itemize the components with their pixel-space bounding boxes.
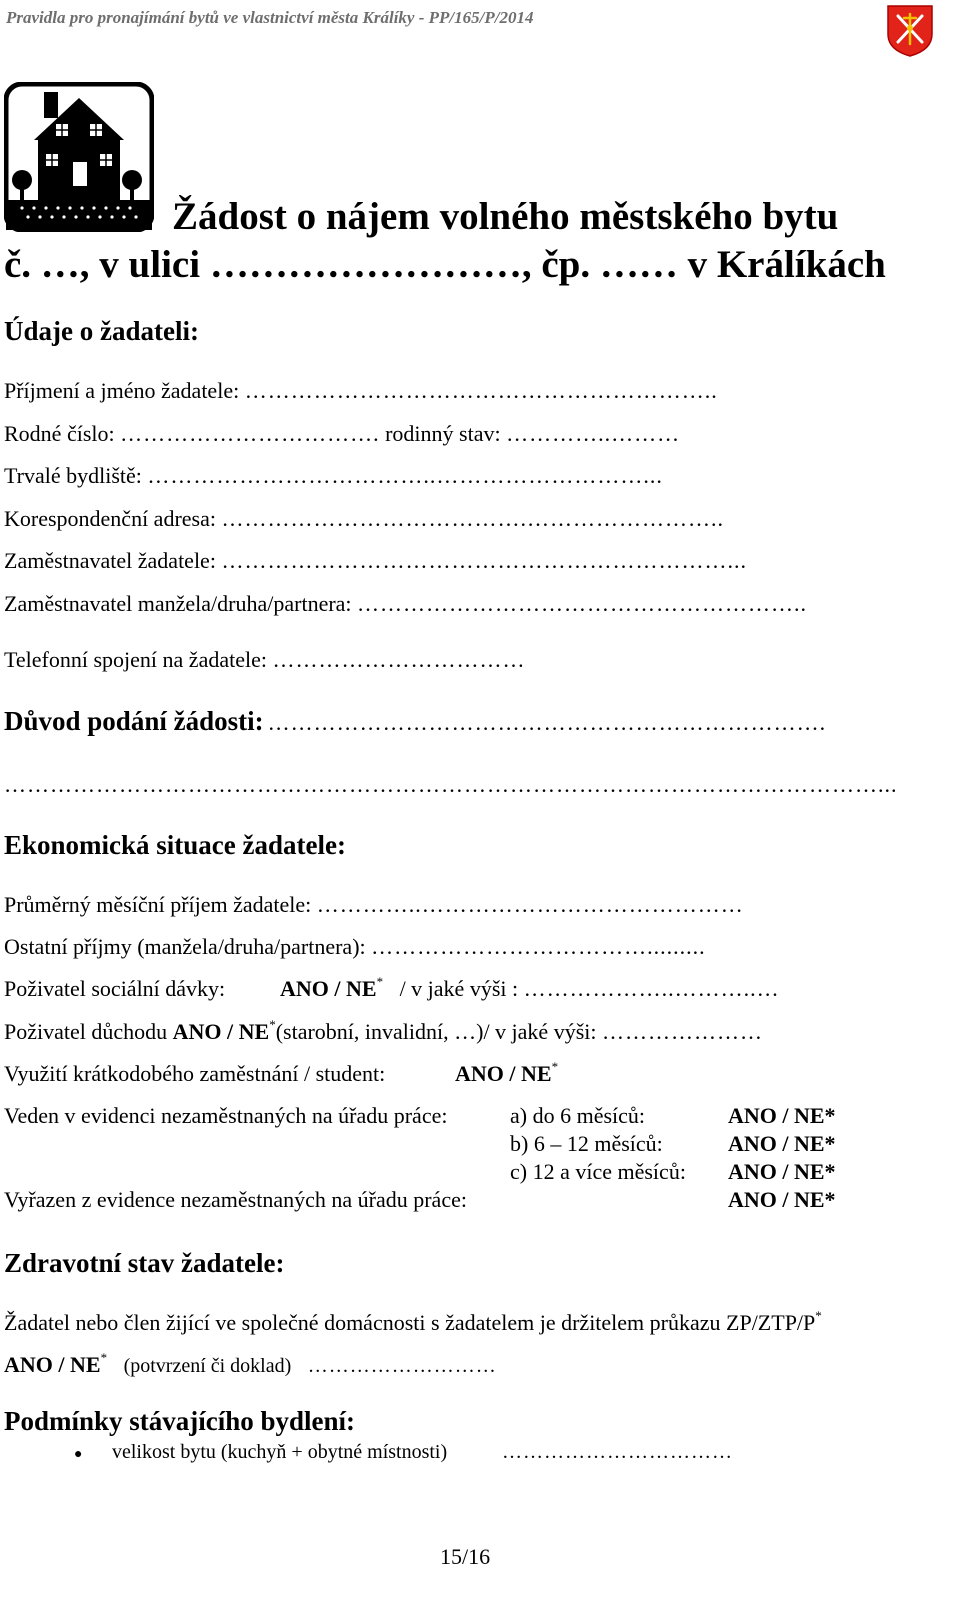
birth-number-label: Rodné číslo: bbox=[4, 421, 115, 446]
residence-row bbox=[4, 463, 663, 489]
pension-footnote-mark: * bbox=[269, 1017, 276, 1032]
employer-row bbox=[4, 548, 747, 574]
short-job-choice[interactable]: ANO / NE bbox=[455, 1061, 552, 1086]
benefit-footnote-mark: * bbox=[376, 974, 384, 989]
unemployed-option-b-choice[interactable]: ANO / NE* bbox=[728, 1131, 836, 1156]
economic-heading: Ekonomická situace žadatele: bbox=[4, 830, 346, 860]
health-choice[interactable]: ANO / NE bbox=[4, 1352, 101, 1377]
removed-choice[interactable]: ANO / NE* bbox=[728, 1187, 836, 1212]
unemployed-option-a-choice[interactable]: ANO / NE* bbox=[728, 1103, 836, 1128]
partner-employer-field[interactable]: ………………………………………………….. bbox=[357, 591, 808, 616]
correspondence-field[interactable]: ………………………………….…………………….. bbox=[221, 506, 724, 531]
coat-of-arms-icon bbox=[886, 4, 934, 58]
health-note: (potvrzení či doklad) bbox=[123, 1355, 292, 1377]
short-job-row bbox=[4, 1061, 385, 1087]
applicant-name-row bbox=[4, 378, 718, 404]
reason-heading: Důvod podání žádosti: bbox=[4, 706, 264, 736]
reason-field[interactable]: ………………………………………………………………. bbox=[267, 710, 827, 735]
pension-type-text: (starobní, invalidní, …)/ v jaké výši: bbox=[275, 1019, 597, 1044]
health-footnote-mark: * bbox=[815, 1308, 822, 1323]
form-title-line1: Žádost o nájem volného městského bytu bbox=[172, 195, 839, 238]
phone-field[interactable]: …………………………… bbox=[272, 647, 526, 672]
removed-label: Vyřazen z evidence nezaměstnaných na úřadu práce: bbox=[4, 1187, 467, 1212]
benefit-label: Poživatel sociální dávky: bbox=[4, 976, 226, 1001]
birth-number-field[interactable]: ……………………………. bbox=[120, 421, 380, 446]
unemployed-option-b-label: b) 6 – 12 měsíců: bbox=[510, 1131, 663, 1156]
phone-label: Telefonní spojení na žadatele: bbox=[4, 647, 267, 672]
page-number: 15/16 bbox=[440, 1544, 491, 1569]
applicant-name-field[interactable]: …………………………………………………….. bbox=[244, 378, 718, 403]
unemployed-option-c-label: c) 12 a více měsíců: bbox=[510, 1159, 686, 1184]
residence-label: Trvalé bydliště: bbox=[4, 463, 142, 488]
unemployed-option-a-label: a) do 6 měsíců: bbox=[510, 1103, 646, 1128]
income-field[interactable]: …………..…………………………………… bbox=[316, 892, 744, 917]
other-income-field[interactable]: ………………………………......... bbox=[371, 934, 706, 959]
health-choice-row bbox=[4, 1352, 497, 1378]
correspondence-label: Korespondenční adresa: bbox=[4, 506, 216, 531]
benefit-choice[interactable]: ANO / NE bbox=[280, 976, 377, 1001]
benefit-amount-field[interactable]: ………………..………..… bbox=[523, 976, 780, 1001]
house-icon bbox=[4, 82, 154, 232]
partner-employer-label: Zaměstnavatel manžela/druha/partnera: bbox=[4, 591, 352, 616]
pension-row bbox=[4, 1019, 763, 1045]
housing-item-label: velikost bytu (kuchyň + obytné místnosti) bbox=[112, 1441, 448, 1463]
partner-employer-row bbox=[4, 591, 807, 617]
page-header: Pravidla pro pronajímání bytů ve vlastnictví města Králíky - PP/165/P/2014 bbox=[6, 8, 534, 27]
pension-choice[interactable]: ANO / NE bbox=[172, 1019, 270, 1044]
other-income-row bbox=[4, 934, 706, 960]
reason-field-continued[interactable]: ……………………………………………………………………………………………………... bbox=[4, 772, 898, 797]
benefit-amount-label: / v jaké výši : bbox=[399, 976, 519, 1001]
birth-number-row bbox=[4, 421, 680, 447]
employer-label: Zaměstnavatel žadatele: bbox=[4, 548, 216, 573]
other-income-label: Ostatní příjmy (manžela/druha/partnera): bbox=[4, 934, 366, 959]
pension-amount-field[interactable]: ………………… bbox=[602, 1019, 763, 1044]
unemployed-label: Veden v evidenci nezaměstnaných na úřadu práce: bbox=[4, 1103, 448, 1128]
pension-label: Poživatel důchodu bbox=[4, 1019, 168, 1044]
health-heading: Zdravotní stav žadatele: bbox=[4, 1248, 285, 1278]
marital-status-field[interactable]: …………..……… bbox=[506, 421, 681, 446]
health-text: Žadatel nebo člen žijící ve společné domácnosti s žadatelem je držitelem průkazu ZP/ZTP/P bbox=[4, 1310, 816, 1335]
health-document-field[interactable]: ……………………… bbox=[307, 1355, 497, 1377]
employer-field[interactable]: …………………………………………………………... bbox=[221, 548, 747, 573]
short-job-choice-wrap bbox=[455, 1061, 558, 1087]
correspondence-row bbox=[4, 506, 724, 532]
housing-heading: Podmínky stávajícího bydlení: bbox=[4, 1406, 356, 1436]
applicant-heading: Údaje o žadateli: bbox=[4, 316, 199, 346]
unemployed-option-c-choice[interactable]: ANO / NE* bbox=[728, 1159, 836, 1184]
housing-bullet bbox=[74, 1441, 82, 1464]
health-choice-footnote-mark: * bbox=[100, 1350, 108, 1365]
reason-row bbox=[4, 706, 826, 737]
applicant-name-label: Příjmení a jméno žadatele: bbox=[4, 378, 240, 403]
phone-row bbox=[4, 647, 525, 673]
income-row bbox=[4, 892, 744, 918]
housing-item-field[interactable]: …………………………… bbox=[502, 1441, 733, 1463]
income-label: Průměrný měsíční příjem žadatele: bbox=[4, 892, 312, 917]
benefit-row bbox=[280, 976, 780, 1002]
marital-status-label: rodinný stav: bbox=[385, 421, 501, 446]
short-job-footnote-mark: * bbox=[551, 1059, 559, 1074]
short-job-label: Využití krátkodobého zaměstnání / student: bbox=[4, 1061, 386, 1086]
bullet-icon: ● bbox=[74, 1447, 83, 1462]
residence-field[interactable]: ………………………………..………………………... bbox=[147, 463, 663, 488]
health-text-row bbox=[4, 1310, 822, 1336]
form-title-line2: č. …, v ulici ……………………, čp. …… v Králíkách bbox=[4, 243, 886, 286]
